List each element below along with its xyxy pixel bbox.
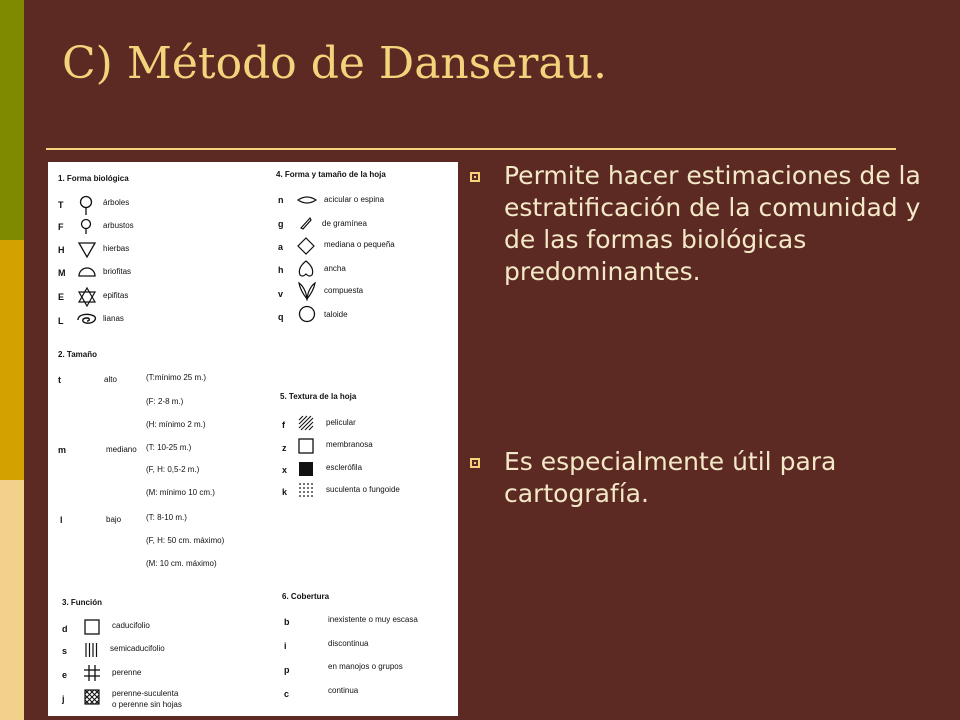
title-divider [46, 148, 896, 150]
legend-s5-label: pelicular [326, 418, 356, 427]
legend-s4-code: h [278, 265, 284, 275]
legend-s1-code: M [58, 268, 66, 278]
legend-s4-label: acicular o espina [324, 195, 385, 204]
legend-s1-label: lianas [103, 314, 124, 323]
legend-s2-detail: (T: 10-25 m.) [146, 443, 192, 452]
accent-bar-olive [0, 0, 24, 240]
legend-s4-code: v [278, 289, 284, 299]
legend-s4-label: compuesta [324, 286, 364, 295]
legend-s3-title: 3. Función [62, 598, 102, 607]
compound-leaf-icon [297, 282, 317, 300]
legend-s4-code: q [278, 312, 284, 322]
bullet-item [466, 160, 936, 288]
bryophyte-icon [78, 266, 96, 278]
legend-s5-title: 5. Textura de la hoja [280, 392, 357, 401]
legend-s2-detail: (F, H: 0,5-2 m.) [146, 465, 200, 474]
legend-s2-detail: (T: 8-10 m.) [146, 513, 187, 522]
legend-s2-detail: (H: mínimo 2 m.) [146, 420, 206, 429]
legend-s3-label-2: o perenne sin hojas [112, 700, 182, 709]
broad-leaf-icon [297, 260, 315, 278]
legend-s6-code: p [284, 665, 290, 675]
legend-s2-size: mediano [106, 445, 137, 454]
grass-leaf-icon [298, 216, 314, 230]
legend-s4-title: 4. Forma y tamaño de la hoja [276, 170, 386, 179]
legend-s6-label: en manojos o grupos [328, 662, 403, 671]
legend-s4-label: ancha [324, 264, 346, 273]
legend-s5-code: f [282, 420, 285, 430]
legend-s4-label: mediana o pequeña [324, 240, 395, 249]
legend-s5-code: z [282, 443, 287, 453]
legend-s2-code: t [58, 375, 61, 385]
legend-s3-label: caducifolio [112, 621, 150, 630]
legend-s2-title: 2. Tamaño [58, 350, 97, 359]
tree-icon [78, 196, 94, 216]
legend-s2-detail: (M: 10 cm. máximo) [146, 559, 217, 568]
legend-s3-label: perenne-suculenta [112, 689, 179, 698]
succulent-hatched-icon [84, 689, 100, 705]
slide-title: C) Método de Danserau. [62, 38, 607, 89]
legend-s2-code: l [60, 515, 63, 525]
legend-s2-detail: (T:mínimo 25 m.) [146, 373, 207, 382]
legend-s3-code: j [62, 694, 65, 704]
legend-s5-label: membranosa [326, 440, 373, 449]
legend-s6-label: continua [328, 686, 359, 695]
legend-s2-detail: (M: mínimo 10 cm.) [146, 488, 215, 497]
legend-s1-code: E [58, 292, 65, 302]
bullet-text: Permite hacer estimaciones de la estratificación de la comunidad y de las formas biológicas predominantes. [504, 161, 921, 286]
legend-s2-code: m [58, 445, 67, 455]
legend-s6-label: inexistente o muy escasa [328, 615, 418, 624]
deciduous-square-icon [84, 619, 100, 635]
legend-s4-code: n [278, 195, 284, 205]
bullet-item [466, 446, 936, 510]
succulent-dotted-icon [298, 482, 316, 498]
legend-s6-code: i [284, 641, 287, 651]
legend-s1-label: árboles [103, 198, 130, 207]
accent-bar-gold [0, 240, 24, 480]
liana-icon [76, 312, 98, 326]
legend-s1-code: F [58, 222, 64, 232]
legend-s1-label: arbustos [103, 221, 134, 230]
legend-s4-code: a [278, 242, 284, 252]
evergreen-grid-icon [84, 665, 100, 681]
legend-s5-code: k [282, 487, 288, 497]
legend-s6-code: b [284, 617, 290, 627]
danserau-legend-figure [48, 162, 458, 716]
epiphyte-star-icon [77, 287, 97, 307]
legend-s5-code: x [282, 465, 288, 475]
legend-s4-label: de gramínea [322, 219, 367, 228]
legend-s6-label: discontinua [328, 639, 369, 648]
legend-s3-code: d [62, 624, 68, 634]
legend-s4-label: taloide [324, 310, 348, 319]
legend-s3-label: semicaducifolio [110, 644, 165, 653]
legend-s3-label: perenne [112, 668, 142, 677]
sclerophyll-filled-icon [298, 461, 314, 477]
shrub-icon [79, 218, 93, 236]
legend-s2-detail: (F, H: 50 cm. máximo) [146, 536, 225, 545]
legend-s1-label: briofitas [103, 267, 132, 276]
film-hatched-icon [298, 415, 314, 431]
legend-s2-detail: (F: 2-8 m.) [146, 397, 184, 406]
legend-s1-code: T [58, 200, 64, 210]
legend-s1-code: H [58, 245, 65, 255]
legend-s1-label: hierbas [103, 244, 130, 253]
legend-s2-size: bajo [106, 515, 122, 524]
bullet-text: Es especialmente útil para cartografía. [504, 447, 837, 508]
legend-s5-label: esclerófila [326, 463, 363, 472]
square-bullet-icon [470, 458, 480, 468]
herb-triangle-icon [78, 242, 96, 258]
legend-s2-size: alto [104, 375, 117, 384]
legend-s1-label: epifitas [103, 291, 129, 300]
square-bullet-icon [470, 172, 480, 182]
needle-leaf-icon [297, 194, 317, 206]
legend-s4-code: g [278, 219, 284, 229]
thalloid-circle-icon [298, 305, 316, 323]
membranous-square-icon [298, 438, 314, 454]
legend-s1-title: 1. Forma biológica [58, 174, 129, 183]
accent-bar-sand [0, 480, 24, 720]
legend-s1-code: L [58, 316, 64, 326]
legend-s3-code: s [62, 646, 68, 656]
legend-s6-title: 6. Cobertura [282, 592, 330, 601]
medium-leaf-diamond-icon [297, 237, 315, 255]
legend-s6-code: c [284, 689, 290, 699]
legend-s3-code: e [62, 670, 68, 680]
legend-s5-label: suculenta o fungoide [326, 485, 400, 494]
semideciduous-lines-icon [84, 642, 100, 658]
